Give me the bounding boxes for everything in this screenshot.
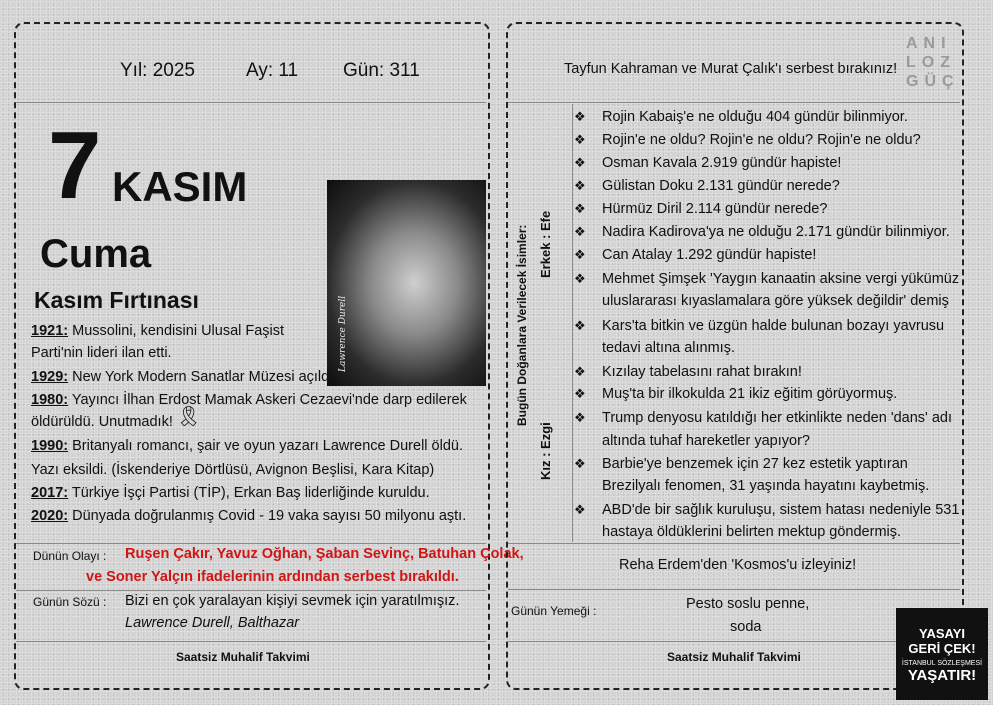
news-item-text: Kars'ta bitkin ve üzgün halde bulunan bozayı yavrusu xyxy=(602,318,945,334)
news-item-text: Mehmet Şimşek 'Yaygın kanaatin aksine vergi yükümüz xyxy=(602,271,960,287)
badge-line1: YASAYI xyxy=(918,626,965,641)
meal-line2: soda xyxy=(730,619,762,635)
event-year: 2020: xyxy=(31,508,69,524)
divider xyxy=(508,543,960,544)
diamond-bullet-icon: ❖ xyxy=(574,224,586,239)
column-divider xyxy=(572,104,573,542)
news-item xyxy=(574,475,929,497)
history-event xyxy=(31,342,172,364)
event-of-day-line1: Ruşen Çakır, Yavuz Oğhan, Şaban Sevinç, Batuhan Çolak, xyxy=(125,546,524,562)
news-item xyxy=(574,407,952,429)
meal-label: Günün Yemeği : xyxy=(511,604,597,618)
meal-line1: Pesto soslu penne, xyxy=(686,596,810,612)
event-text: öldürüldü. Unutmadık! xyxy=(31,414,173,430)
event-year: 2017: xyxy=(31,485,69,501)
diamond-bullet-icon: ❖ xyxy=(574,410,586,425)
left-footer: Saatsiz Muhalif Takvimi xyxy=(176,650,310,664)
event-text: Mussolini, kendisini Ulusal Faşist xyxy=(68,323,285,339)
logo-line1: ANI xyxy=(906,35,952,52)
news-item xyxy=(574,383,897,405)
news-item xyxy=(574,198,827,220)
headline: Tayfun Kahraman ve Murat Çalık'ı serbest bırakınız! xyxy=(564,61,898,77)
diamond-bullet-icon: ❖ xyxy=(574,271,586,286)
news-item-text: Barbie'ye benzemek için 27 kez estetik yaptıran xyxy=(602,456,908,472)
news-item-text: Trump denyosu katıldığı her etkinlikte neden 'dans' adı xyxy=(602,410,952,426)
news-item-text: Hürmüz Diril 2.114 gündür nerede? xyxy=(602,201,828,217)
news-item xyxy=(574,129,921,151)
badge-line4: YAŞATIR! xyxy=(907,667,977,684)
right-footer: Saatsiz Muhalif Takvimi xyxy=(667,650,801,664)
portrait-caption: Lawrence Durell xyxy=(338,295,348,372)
news-item xyxy=(574,361,802,383)
news-item xyxy=(574,106,908,128)
news-item-text: uluslararası kıyaslamalara göre yüksek değildir' demiş xyxy=(602,293,949,309)
event-text: Britanyalı romancı, şair ve oyun yazarı Lawrence Durell öldü. xyxy=(68,438,463,454)
history-event xyxy=(31,459,434,481)
history-event xyxy=(31,366,337,388)
event-text: Yayıncı İlhan Erdost Mamak Askeri Cezaevi'nde darp edilerek xyxy=(68,392,467,408)
news-item-text: ABD'de bir sağlık kuruluşu, sistem hatası nedeniyle 531 xyxy=(602,502,960,518)
day-of-year-label: Gün: 311 xyxy=(343,60,420,81)
event-of-day-label: Dünün Olayı : xyxy=(33,549,107,563)
news-item-text: Gülistan Doku 2.131 gündür nerede? xyxy=(602,178,840,194)
badge-line2: GERİ ÇEK! xyxy=(908,641,976,656)
logo-line3: GÜÇ xyxy=(906,73,960,90)
event-year: 1921: xyxy=(31,323,69,339)
divider xyxy=(16,543,486,544)
names-label: Bugün Doğanlara Verilecek İsimler: xyxy=(515,224,529,426)
quote-text: Bizi en çok yaralayan kişiyi sevmek için yaratılmışız. xyxy=(125,593,460,609)
event-text: New York Modern Sanatlar Müzesi açıldı. xyxy=(68,369,338,385)
boy-name: Erkek : Efe xyxy=(538,210,553,278)
news-item xyxy=(574,244,816,266)
month-name: KASIM xyxy=(112,163,248,210)
diamond-bullet-icon: ❖ xyxy=(574,132,586,147)
event-year: 1990: xyxy=(31,438,69,454)
news-item xyxy=(574,315,944,337)
news-item-text: tedavi altına alınmış. xyxy=(602,340,735,356)
month-label: Ay: 11 xyxy=(246,60,299,81)
divider xyxy=(16,590,486,591)
news-item xyxy=(574,499,959,521)
history-event xyxy=(31,411,173,433)
divider xyxy=(508,102,960,103)
news-item xyxy=(574,152,841,174)
news-item-text: altında tuhaf hareketler yapıyor? xyxy=(602,433,810,449)
divider xyxy=(16,641,486,642)
news-item-text: Osman Kavala 2.919 gündür hapiste! xyxy=(602,155,842,171)
news-item-text: Nadira Kadirova'ya ne olduğu 2.171 gündür bilinmiyor. xyxy=(602,224,950,240)
istanbul-convention-badge xyxy=(896,608,988,700)
divider xyxy=(16,102,486,103)
event-text: Türkiye İşçi Partisi (TİP), Erkan Baş liderliğinde kuruldu. xyxy=(68,485,430,501)
diamond-bullet-icon: ❖ xyxy=(574,502,586,517)
news-item xyxy=(574,337,735,359)
diamond-bullet-icon: ❖ xyxy=(574,155,586,170)
event-text: Dünyada doğrulanmış Covid - 19 vaka sayısı 50 milyonu aştı. xyxy=(68,508,467,524)
news-item xyxy=(574,221,950,243)
news-item xyxy=(574,175,840,197)
divider xyxy=(508,641,960,642)
history-event xyxy=(31,482,430,504)
history-event xyxy=(31,435,463,457)
diamond-bullet-icon: ❖ xyxy=(574,109,586,124)
year-label: Yıl: 2025 xyxy=(120,60,195,81)
divider xyxy=(508,589,960,590)
news-item xyxy=(574,290,949,312)
diamond-bullet-icon: ❖ xyxy=(574,201,586,216)
day-number: 7 xyxy=(48,112,100,219)
diamond-bullet-icon: ❖ xyxy=(574,247,586,262)
diamond-bullet-icon: ❖ xyxy=(574,178,586,193)
weekday: Cuma xyxy=(40,232,152,276)
event-year: 1980: xyxy=(31,392,69,408)
black-ribbon-icon: 🎗 xyxy=(176,406,202,428)
news-item xyxy=(574,453,908,475)
portrait-photo xyxy=(327,180,486,386)
diamond-bullet-icon: ❖ xyxy=(574,318,586,333)
diamond-bullet-icon: ❖ xyxy=(574,456,586,471)
event-of-day-line2: ve Soner Yalçın ifadelerinin ardından serbest bırakıldı. xyxy=(86,569,459,585)
quote-label: Günün Sözü : xyxy=(33,595,107,609)
girl-name: Kız : Ezgi xyxy=(538,422,553,480)
history-event xyxy=(31,389,467,411)
news-item xyxy=(574,268,959,290)
news-item-text: Brezilyalı fenomen, 31 yaşında hayatını kaybetmiş. xyxy=(602,478,930,494)
quote-author: Lawrence Durell, Balthazar xyxy=(125,615,300,631)
event-text: Yazı eksildi. (İskenderiye Dörtlüsü, Avignon Beşlisi, Kara Kitap) xyxy=(31,462,435,478)
logo-line2: LOZ xyxy=(906,54,956,71)
news-item xyxy=(574,430,810,452)
diamond-bullet-icon: ❖ xyxy=(574,364,586,379)
event-year: 1929: xyxy=(31,369,69,385)
news-item-text: Kızılay tabelasını rahat bırakın! xyxy=(602,364,802,380)
diamond-bullet-icon: ❖ xyxy=(574,386,586,401)
history-event xyxy=(31,320,284,342)
news-item-text: Rojin'e ne oldu? Rojin'e ne oldu? Rojin'e ne oldu? xyxy=(602,132,921,148)
news-item-text: hastaya öldüklerini belirten mektup göndermiş. xyxy=(602,524,902,540)
badge-line3: İSTANBUL SÖZLEŞMESİ xyxy=(901,660,983,667)
storm-name: Kasım Fırtınası xyxy=(34,287,199,313)
news-item-text: Muş'ta bir ilkokulda 21 ikiz eğitim görüyormuş. xyxy=(602,386,898,402)
news-item-text: Rojin Kabaiş'e ne olduğu 404 gündür bilinmiyor. xyxy=(602,109,908,125)
news-item xyxy=(574,521,901,543)
anilozguc-logo xyxy=(906,34,958,91)
news-item-text: Can Atalay 1.292 gündür hapiste! xyxy=(602,247,817,263)
history-event xyxy=(31,505,466,527)
film-recommendation: Reha Erdem'den 'Kosmos'u izleyiniz! xyxy=(619,557,857,573)
event-text: Parti'nin lideri ilan etti. xyxy=(31,345,172,361)
